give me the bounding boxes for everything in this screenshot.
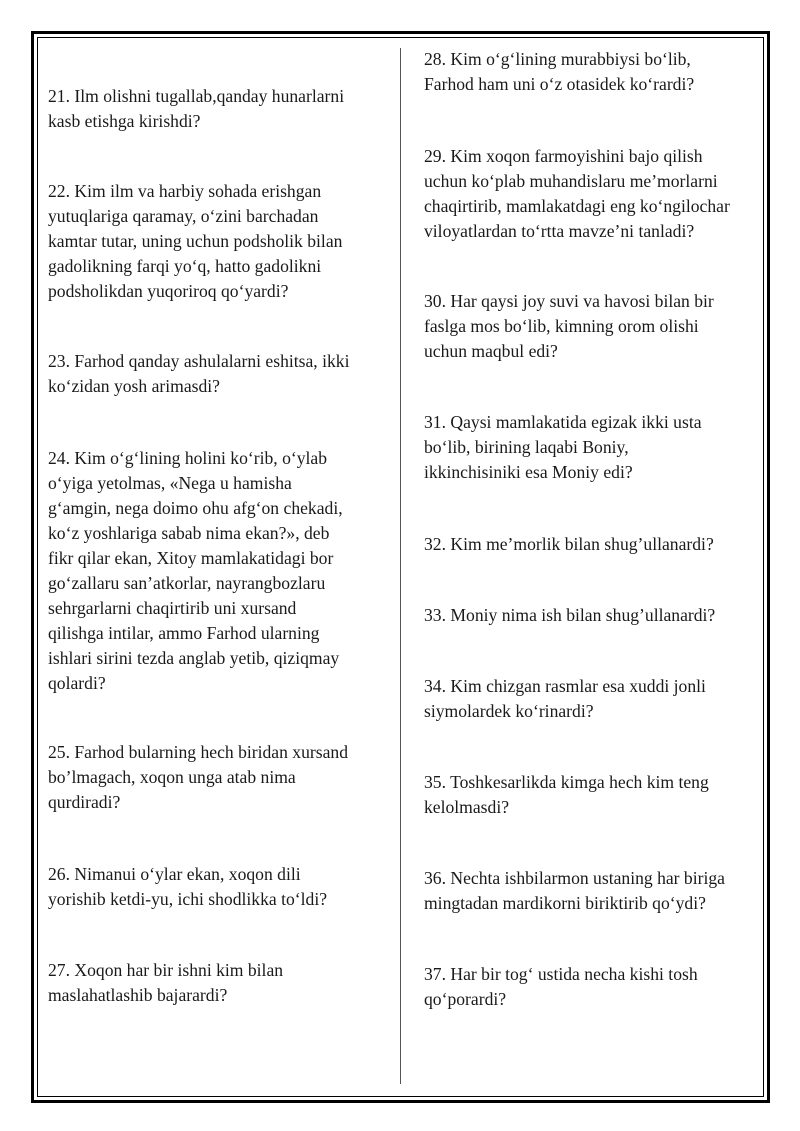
question-29: 29. Kim xoqon farmoyishini bajo qilish uchun ko‘plab muhandislaru me’morlarni chaqirtirib, mamlakatdagi eng ko‘ngilochar viloyatlardan to‘rtta mavze’ni tanladi? [424,146,730,241]
question-26: 26. Nimanui o‘ylar ekan, xoqon dili yorishib ketdi-yu, ichi shodlikka to‘ldi? [48,864,328,909]
question-22: 22. Kim ilm va harbiy sohada erishgan yutuqlariga qaramay, o‘zini barchadan kamtar tutar, uning uchun podsholik bilan gadolikning farqi yo‘q, hatto gadolikni podsholikdan yuqoriroq qo‘yardi? [48,181,343,301]
question-21: 21. Ilm olishni tugallab,qanday hunarlarni kasb etishga kirishdi? [48,86,345,131]
question-35: 35. Toshkesarlikda kimga hech kim teng kelolmasdi? [424,772,709,817]
question-24: 24. Kim o‘g‘lining holini ko‘rib, o‘ylab o‘yiga yetolmas, «Nega u hamisha g‘amgin, nega doimo ohu afg‘on chekadi, ko‘z yoshlariga sabab nima ekan?», deb fikr qilar ekan, Xitoy mamlakatidagi bor go‘zallaru san’atkorlar, nayrangbozlaru sehrgarlarni chaqirtirib uni xursand qilishga intilar, ammo Farhod ularning ishlari sirini tezda anglab yetib, qiziqmay qolardi? [48,448,343,693]
question-27: 27. Xoqon har bir ishni kim bilan maslahatlashib bajarardi? [48,960,284,1005]
column-divider [400,48,401,1084]
question-30: 30. Har qaysi joy suvi va havosi bilan bir faslga mos bo‘lib, kimning orom olishi uchun maqbul edi? [424,291,714,361]
question-37: 37. Har bir tog‘ ustida necha kishi tosh qo‘porardi? [424,964,698,1009]
question-28: 28. Kim o‘g‘lining murabbiysi bo‘lib, Farhod ham uni o‘z otasidek ko‘rardi? [424,49,695,94]
question-23: 23. Farhod qanday ashulalarni eshitsa, ikki ko‘zidan yosh arimasdi? [48,351,350,396]
question-34: 34. Kim chizgan rasmlar esa xuddi jonli siymolardek ko‘rinardi? [424,676,706,721]
question-32: 32. Kim me’morlik bilan shug’ullanardi? [424,534,714,554]
question-31: 31. Qaysi mamlakatida egizak ikki usta bo‘lib, birining laqabi Boniy, ikkinchisiniki esa Moniy edi? [424,412,702,482]
question-33: 33. Moniy nima ish bilan shug’ullanardi? [424,605,716,625]
question-36: 36. Nechta ishbilarmon ustaning har biriga mingtadan mardikorni biriktirib qo‘ydi? [424,868,725,913]
question-25: 25. Farhod bularning hech biridan xursand bo’lmagach, xoqon unga atab nima qurdiradi? [48,742,349,812]
